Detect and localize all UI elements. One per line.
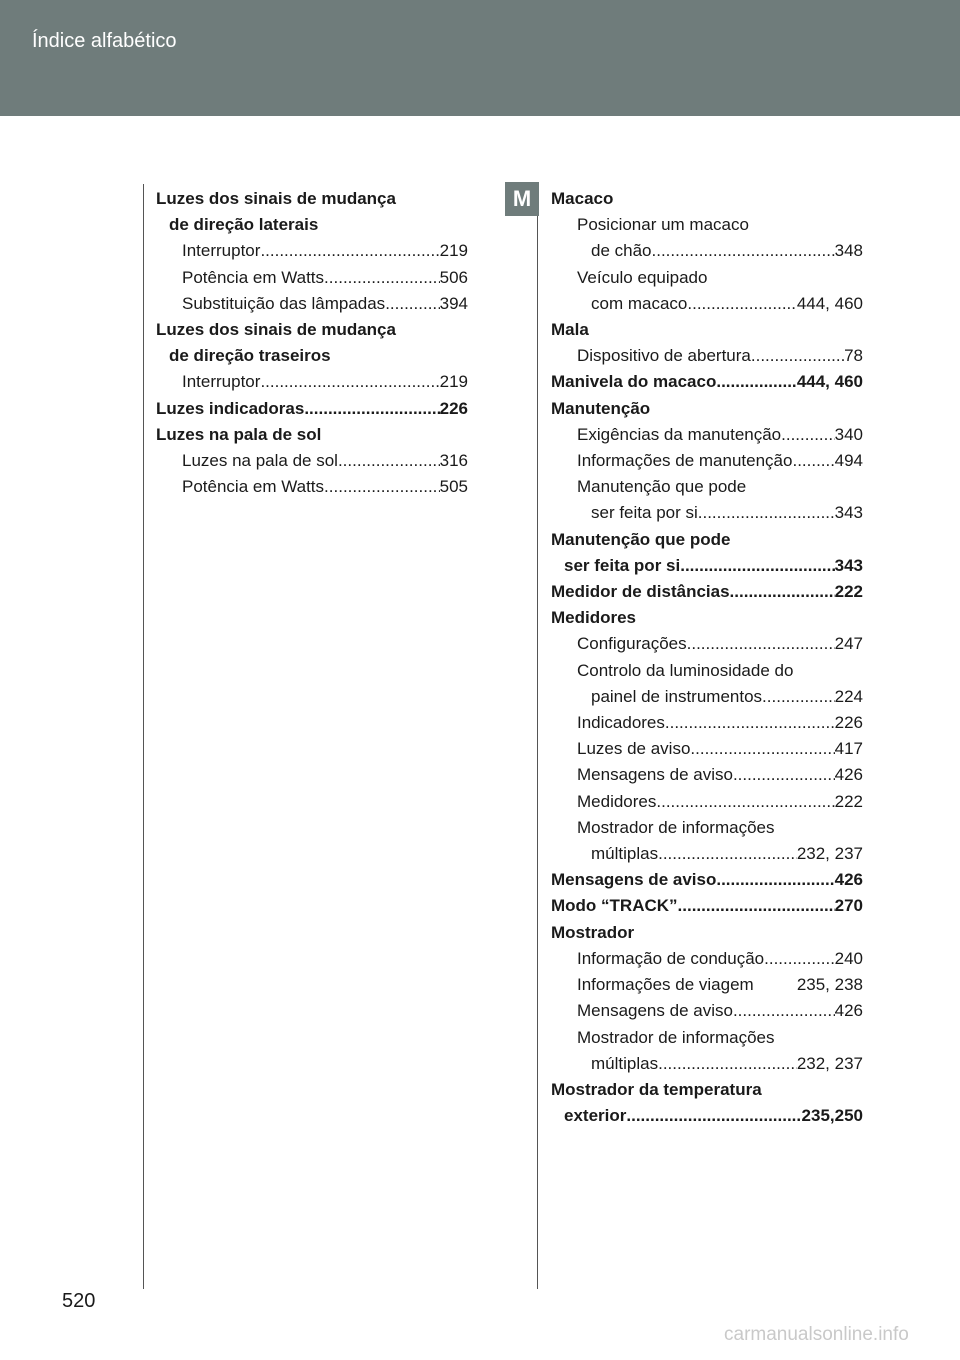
subentry-label: múltiplas xyxy=(591,1053,659,1073)
index-entry xyxy=(551,867,863,893)
page-ref: 235, 238 xyxy=(796,975,863,995)
page-ref: 224 xyxy=(834,686,863,706)
page-ref: 505 xyxy=(439,477,468,497)
index-subentry xyxy=(551,762,863,788)
subentry-label: Informação de condução xyxy=(577,948,765,968)
index-entry-continued: de direção laterais xyxy=(169,215,319,235)
index-entry: Luzes dos sinais de mudança xyxy=(156,189,396,208)
index-entry: Luzes dos sinais de mudança xyxy=(156,320,396,340)
index-subentry: Mostrador de informações xyxy=(577,1027,775,1047)
entry-label: Luzes indicadoras xyxy=(156,398,305,418)
index-entry xyxy=(551,893,863,919)
index-subentry xyxy=(551,422,863,448)
index-subentry xyxy=(551,789,863,815)
section-letter-badge: M xyxy=(505,182,539,216)
page-ref: 226 xyxy=(834,713,863,733)
index-column-right xyxy=(551,186,863,1129)
index-subentry: Controlo da luminosidade do xyxy=(577,660,794,680)
index-entry: Mala xyxy=(551,320,589,340)
subentry-label: Informações de viagem xyxy=(577,975,754,995)
page-ref: 348 xyxy=(834,241,863,261)
index-entry: Macaco xyxy=(551,189,614,208)
index-subentry-continued xyxy=(551,291,863,317)
index-subentry xyxy=(156,291,468,317)
subentry-label: Dispositivo de abertura xyxy=(577,346,751,366)
subentry-label: Configurações xyxy=(577,634,687,654)
index-entry: Mostrador xyxy=(551,922,635,942)
page-ref: 444, 460 xyxy=(796,372,863,392)
page-ref: 235,250 xyxy=(801,1106,863,1126)
column-divider-left xyxy=(143,184,144,1289)
column-divider-right xyxy=(537,184,538,1289)
entry-label: Mensagens de aviso xyxy=(551,870,717,890)
index-subentry-continued xyxy=(551,238,863,264)
page-ref: 78 xyxy=(844,346,863,366)
index-subentry-continued xyxy=(551,841,863,867)
entry-label: Medidor de distâncias xyxy=(551,582,730,602)
index-entry: Medidores xyxy=(551,608,637,628)
index-subentry xyxy=(156,238,468,264)
index-subentry xyxy=(551,972,863,998)
index-subentry xyxy=(551,631,863,657)
subentry-label: Interruptor xyxy=(182,372,261,392)
subentry-label: múltiplas xyxy=(591,844,659,864)
subentry-label: Luzes na pala de sol xyxy=(182,451,338,471)
page-ref: 417 xyxy=(834,739,863,759)
page-header xyxy=(0,0,960,116)
subentry-label: Mensagens de aviso xyxy=(577,1001,733,1021)
index-subentry: Mostrador de informações xyxy=(577,817,775,837)
index-entry: Manutenção que pode xyxy=(551,529,731,549)
header-title: Índice alfabético xyxy=(32,30,177,52)
subentry-label: de chão xyxy=(591,241,652,261)
index-entry xyxy=(551,369,863,395)
subentry-label: Potência em Watts xyxy=(182,267,325,287)
index-subentry xyxy=(551,736,863,762)
page-ref: 494 xyxy=(834,451,863,471)
page-ref: 219 xyxy=(439,372,468,392)
subentry-label: Informações de manutenção xyxy=(577,451,793,471)
subentry-label: com macaco xyxy=(591,293,688,313)
index-subentry xyxy=(551,946,863,972)
page-ref: 232, 237 xyxy=(796,844,863,864)
index-subentry xyxy=(551,448,863,474)
index-entry-continued xyxy=(551,1103,863,1129)
page-ref: 222 xyxy=(834,791,863,811)
page-ref: 222 xyxy=(834,582,863,602)
subentry-label: Indicadores xyxy=(577,713,665,733)
index-column-left xyxy=(156,186,468,500)
page-number: 520 xyxy=(62,1290,96,1312)
subentry-label: Potência em Watts xyxy=(182,477,325,497)
index-entry xyxy=(551,579,863,605)
watermark: carmanualsonline.info xyxy=(724,1324,909,1345)
index-subentry xyxy=(156,474,468,500)
subentry-label: painel de instrumentos xyxy=(591,686,763,706)
page-ref: 506 xyxy=(439,267,468,287)
index-subentry: Posicionar um macaco xyxy=(577,215,749,235)
index-subentry xyxy=(156,369,468,395)
subentry-label: Exigências da manutenção xyxy=(577,424,782,444)
index-entry: Mostrador da temperatura xyxy=(551,1079,762,1099)
page-ref: 340 xyxy=(834,424,863,444)
page-ref: 426 xyxy=(834,1001,863,1021)
page-ref: 426 xyxy=(834,765,863,785)
page-ref: 240 xyxy=(834,948,863,968)
index-subentry xyxy=(551,710,863,736)
entry-label: Modo “TRACK” xyxy=(551,896,678,916)
index-subentry xyxy=(156,448,468,474)
subentry-label: Substituição das lâmpadas xyxy=(182,293,386,313)
index-subentry: Manutenção que pode xyxy=(577,477,747,497)
entry-label: exterior xyxy=(564,1106,627,1126)
index-subentry-continued xyxy=(551,500,863,526)
page-ref: 444, 460 xyxy=(796,293,863,313)
subentry-label: Luzes de aviso xyxy=(577,739,691,759)
subentry-label: ser feita por si xyxy=(591,503,698,523)
index-subentry-continued xyxy=(551,1051,863,1077)
index-entry: Luzes na pala de sol xyxy=(156,424,322,444)
index-subentry xyxy=(156,265,468,291)
page-ref: 226 xyxy=(439,398,468,418)
page-ref: 219 xyxy=(439,241,468,261)
page-ref: 394 xyxy=(439,293,468,313)
index-subentry xyxy=(551,998,863,1024)
subentry-label: Mensagens de aviso xyxy=(577,765,733,785)
page-ref: 247 xyxy=(834,634,863,654)
index-subentry: Veículo equipado xyxy=(577,267,708,287)
index-entry-continued: de direção traseiros xyxy=(169,346,331,366)
index-entry-continued xyxy=(551,553,863,579)
index-entry: Manutenção xyxy=(551,398,651,418)
page-ref: 426 xyxy=(834,870,863,890)
entry-label: ser feita por si xyxy=(564,555,681,575)
index-entry xyxy=(156,396,468,422)
page-ref: 343 xyxy=(834,503,863,523)
subentry-label: Interruptor xyxy=(182,241,261,261)
page-ref: 232, 237 xyxy=(796,1053,863,1073)
page-ref: 343 xyxy=(834,555,863,575)
index-subentry-continued xyxy=(551,684,863,710)
page-ref: 270 xyxy=(834,896,863,916)
index-subentry xyxy=(551,343,863,369)
entry-label: Manivela do macaco xyxy=(551,372,717,392)
page-ref: 316 xyxy=(439,451,468,471)
subentry-label: Medidores xyxy=(577,791,657,811)
